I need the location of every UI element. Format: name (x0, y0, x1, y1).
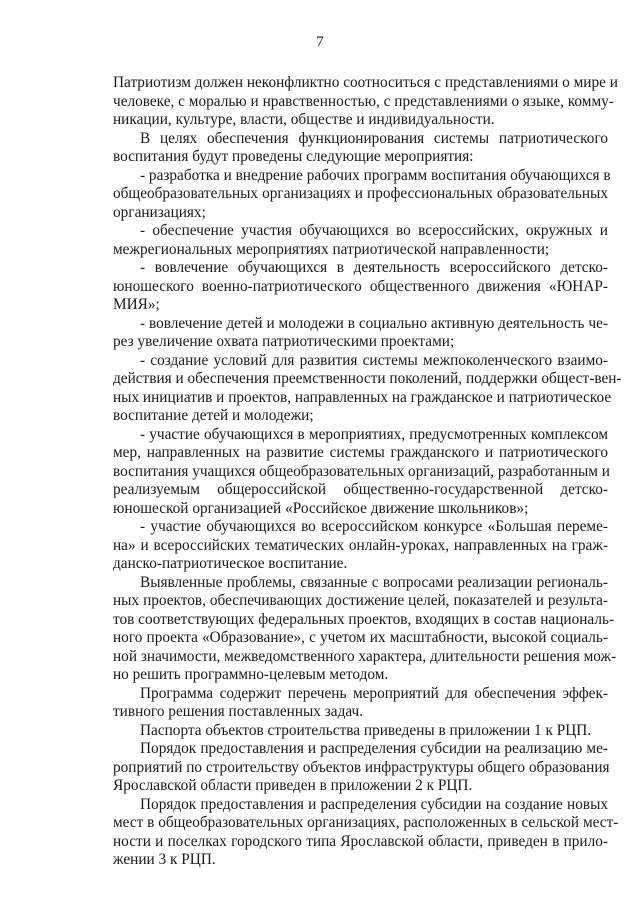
text-line: организациях; (113, 203, 206, 221)
text-line: ной значимости, межведомственного характера, длительности решения мож- (113, 647, 617, 665)
text-line: жении 3 к РЦП. (113, 851, 216, 868)
text-line: юношеской организацией «Российское движение школьников»; (113, 499, 529, 517)
text-line: но решить программно-целевым методом. (113, 666, 389, 683)
text-line: Ярославской области приведен в приложении 2 к РЦП. (113, 777, 473, 794)
text-line: В целях обеспечения функционирования системы патриотического (140, 129, 608, 147)
paragraph (113, 222, 608, 259)
text-line: тов соответствующих федеральных проектов, входящих в состав националь- (113, 610, 615, 628)
text-line: человеке, с моралью и нравственностью, с представлениями о языке, комму- (113, 92, 614, 110)
paragraph (113, 259, 608, 315)
paragraph (113, 722, 608, 741)
paragraph (113, 518, 608, 574)
paragraph (113, 685, 608, 722)
text-line: на» и всероссийских тематических онлайн-уроках, направленных на граж- (113, 536, 608, 554)
paragraph (113, 166, 611, 223)
text-line: мер, направленных на развитие системы гражданского и патриотического (113, 444, 608, 461)
text-line: ности и поселках городского типа Ярославской области, приведен в прило- (113, 832, 608, 850)
text-line: - участие обучающихся в мероприятиях, предусмотренных комплексом (140, 425, 608, 443)
text-line: воспитания учащихся общеобразовательных организаций, разработанным и (113, 462, 610, 480)
paragraph (113, 315, 608, 352)
text-line: реализуемым общероссийской общественно-государственной детско- (113, 481, 608, 498)
text-line: воспитания будут проведены следующие мероприятия: (113, 148, 474, 165)
paragraph (113, 426, 608, 519)
page-number: 7 (316, 34, 324, 50)
text-line: Патриотизм должен неконфликтно соотноситься с представлениями о мире и (113, 74, 618, 91)
text-line: ного проекта «Образование», с учетом их масштабности, высокой социаль- (113, 629, 608, 646)
text-line: МИЯ»; (113, 296, 160, 313)
text-line: Программа содержит перечень мероприятий для обеспечения эффек- (140, 684, 608, 702)
text-line: данско-патриотическое воспитание. (113, 555, 348, 572)
text-line: - вовлечение детей и молодежи в социально активную деятельность че- (140, 314, 608, 332)
paragraph (113, 795, 619, 870)
text-line: Порядок предоставления и распределения субсидии на реализацию ме- (140, 740, 608, 757)
text-line: юношеского военно-патриотического общественного движения «ЮНАР- (113, 277, 608, 295)
document-body (113, 74, 622, 870)
text-line: - разработка и внедрение рабочих программ воспитания обучающихся в (140, 166, 611, 184)
text-line: действия и обеспечения преемственности поколений, поддержки общест-вен- (113, 370, 622, 387)
text-line: межрегиональных мероприятиях патриотической направленности; (113, 240, 550, 258)
text-line: тивного решения поставленных задач. (113, 703, 364, 720)
paragraph (113, 351, 622, 426)
text-line: - участие обучающихся во всероссийском конкурсе «Большая переме- (140, 518, 608, 535)
paragraph (113, 573, 617, 685)
paragraph (113, 740, 608, 796)
text-line: Паспорта объектов строительства приведены в приложении 1 к РЦП. (140, 721, 592, 739)
text-line: - обеспечение участия обучающихся во всероссийских, окружных и (140, 222, 608, 239)
text-line: Выявленные проблемы, связанные с вопросами реализации региональ- (140, 573, 608, 591)
text-line: воспитание детей и молодежи; (113, 407, 314, 424)
text-line: ных проектов, обеспечивающих достижение целей, показателей и результа- (113, 592, 608, 609)
paragraph (113, 74, 618, 130)
text-line: Порядок предоставления и распределения субсидии на создание новых (140, 795, 608, 813)
text-line: мест в общеобразовательных организациях, расположенных в сельской мест- (113, 814, 619, 831)
paragraph (113, 130, 608, 167)
text-line: ных инициатив и проектов, направленных на гражданское и патриотическое (113, 388, 612, 406)
text-line: общеобразовательных организациях и профессиональных образовательных (113, 185, 608, 202)
text-line: никации, культуре, власти, обществе и индивидуальности. (113, 111, 495, 128)
text-line: - вовлечение обучающихся в деятельность всероссийского детско- (140, 259, 608, 276)
text-line: рез увеличение охвата патриотическими проектами; (113, 333, 455, 350)
text-line: - создание условий для развития системы межпоколенческого взаимо- (140, 351, 608, 369)
text-line: роприятий по строительству объектов инфраструктуры общего образования (113, 758, 610, 776)
